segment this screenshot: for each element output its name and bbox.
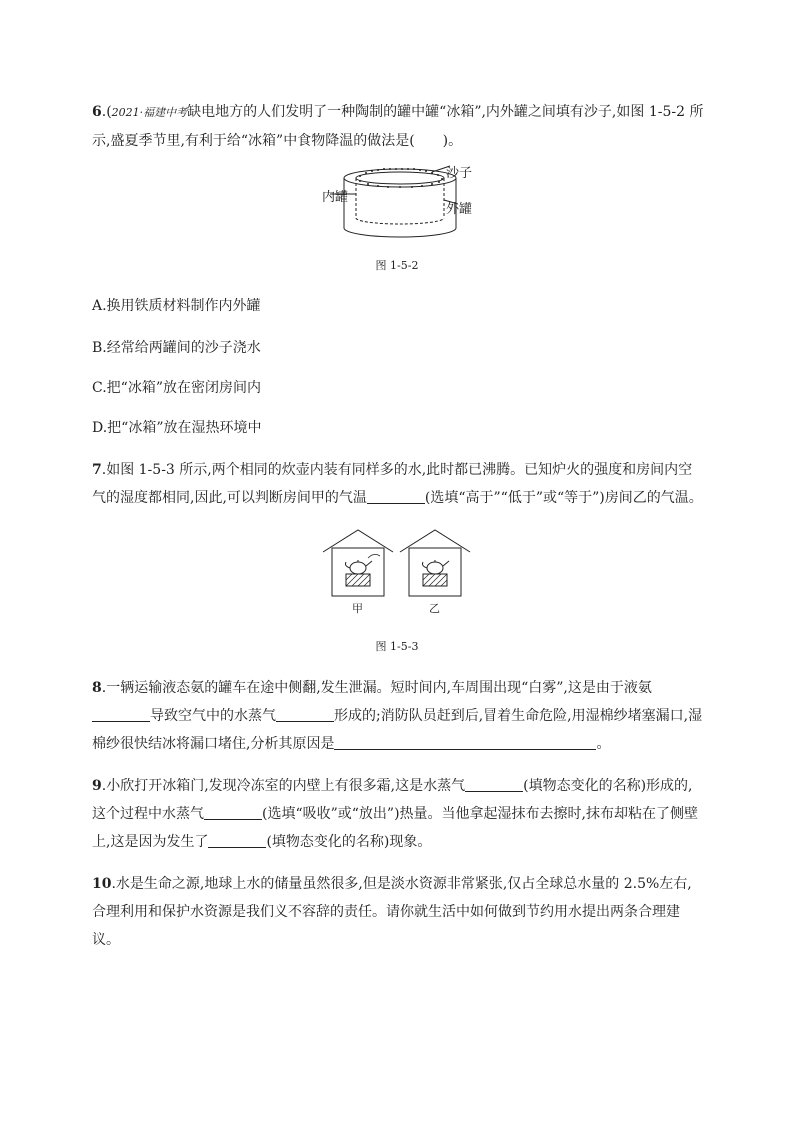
question-text: 导致空气中的水蒸气 [150, 708, 276, 724]
question-text: 形成的;消防队员赶到后,冒着生命危险,用湿棉纱堵塞漏口,湿棉纱很快结冰将漏口堵住,分析其原因是 [92, 708, 703, 752]
answer-blank[interactable] [334, 733, 596, 750]
figure-1-5-3 [318, 528, 478, 598]
question-text: 缺电地方的人们发明了一种陶制的罐中罐“冰箱”,内外罐之间填有沙子,如图 1-5-2 所示,盛夏季节里,有利于给“冰箱”中食物降温的做法是( )。 [92, 104, 704, 149]
question-text: 。 [596, 736, 611, 752]
figure-caption: 图 1-5-3 [375, 640, 419, 653]
option-a: A.换用铁质材料制作内外罐 [92, 298, 261, 314]
label-room-jia: 甲 [352, 602, 363, 615]
label-room-yi: 乙 [429, 602, 440, 615]
label-sand: 沙子 [446, 166, 473, 181]
answer-blank[interactable] [204, 803, 262, 820]
answer-blank[interactable] [92, 705, 150, 722]
source-open: .( [101, 104, 112, 120]
figure-caption: 图 1-5-2 [375, 259, 419, 272]
question-9 [92, 772, 704, 856]
answer-blank[interactable] [465, 775, 523, 792]
question-8 [92, 674, 704, 758]
question-text: (填物态变化的名称)现象。 [266, 834, 432, 850]
question-text: (选填“高于”“低于”或“等于”)房间乙的气温。 [424, 490, 703, 506]
option-c: C.把“冰箱”放在密闭房间内 [92, 380, 261, 396]
answer-blank[interactable] [208, 831, 266, 848]
answer-blank[interactable] [276, 705, 334, 722]
question-source: 2021·福建中考 [111, 106, 188, 119]
question-6 [92, 98, 704, 155]
question-text: .一辆运输液态氨的罐车在途中侧翻,发生泄漏。短时间内,车周围出现“白雾”,这是由于液氨 [101, 680, 652, 696]
question-text: .水是生命之源,地球上水的储量虽然很多,但是淡水资源非常紧张,仅占全球总水量的 2.5%左右,合理利用和保护水资源是我们义不容辞的责任。请你就生活中如何做到节约用水提出两条合理建议。 [92, 876, 692, 948]
answer-blank[interactable] [367, 487, 425, 504]
option-d: D.把“冰箱”放在湿热环境中 [92, 420, 262, 436]
question-number: 6 [92, 104, 102, 120]
question-number: 8 [92, 680, 102, 696]
question-text: (选填“吸收”或“放出”)热量。当他拿起湿抹布去擦时,抹布却粘在了侧壁上,这是因为发生了 [92, 806, 699, 850]
question-number: 10 [92, 876, 112, 892]
label-inner-jar: 内罐 [322, 190, 349, 205]
question-7 [92, 456, 704, 512]
question-text: .小欣打开冰箱门,发现冷冻室的内壁上有很多霜,这是水蒸气 [101, 778, 466, 794]
label-outer-jar: 外罐 [446, 202, 473, 217]
question-number: 7 [92, 462, 102, 478]
question-number: 9 [92, 778, 102, 794]
option-b: B.经常给两罐间的沙子浇水 [92, 340, 261, 356]
question-10 [92, 870, 704, 954]
question-text: (填物态变化的名称)形成的,这个过程中水蒸气 [92, 778, 693, 822]
question-text: .如图 1-5-3 所示,两个相同的炊壶内装有同样多的水,此时都已沸腾。已知炉火的强度和房间内空气的湿度都相同,因此,可以判断房间甲的气温 [92, 462, 693, 506]
